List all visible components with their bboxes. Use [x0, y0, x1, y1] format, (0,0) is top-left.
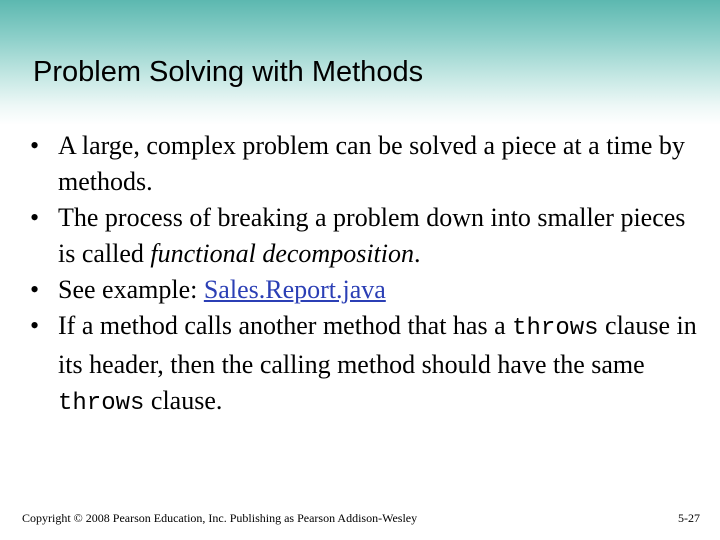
- bullet-text: If a method calls another method that has a: [58, 311, 513, 340]
- bullet-item-2: [30, 200, 702, 272]
- bullet-text: See example:: [58, 275, 204, 304]
- slide-number: 5-27: [678, 511, 700, 525]
- bullet-text-tail: clause.: [144, 386, 223, 415]
- bullet-item-4: [30, 308, 702, 422]
- code-keyword-throws: throws: [512, 315, 599, 342]
- bullet-marker: •: [30, 275, 40, 304]
- copyright-notice: Copyright © 2008 Pearson Education, Inc. Publishing as Pearson Addison-Wesley: [22, 511, 418, 525]
- bullet-list: [30, 128, 702, 422]
- bullet-text-middle: clause in its header, then the calling method should have the same: [58, 311, 697, 379]
- bullet-text: A large, complex problem can be solved a piece at a time by methods.: [58, 131, 685, 196]
- bullet-italic-term: functional decomposition: [150, 239, 415, 268]
- code-keyword-throws: throws: [58, 390, 145, 417]
- slide-title: Problem Solving with Methods: [33, 56, 424, 88]
- example-file-link[interactable]: Sales.Report.java: [203, 275, 386, 304]
- bullet-item-1: [30, 128, 702, 200]
- bullet-marker: •: [30, 131, 40, 160]
- bullet-marker: •: [30, 203, 40, 232]
- bullet-text: The process of breaking a problem down into smaller pieces is called: [58, 203, 686, 268]
- bullet-text-tail: .: [414, 239, 421, 268]
- bullet-marker: •: [30, 311, 40, 340]
- bullet-item-3: [30, 272, 702, 308]
